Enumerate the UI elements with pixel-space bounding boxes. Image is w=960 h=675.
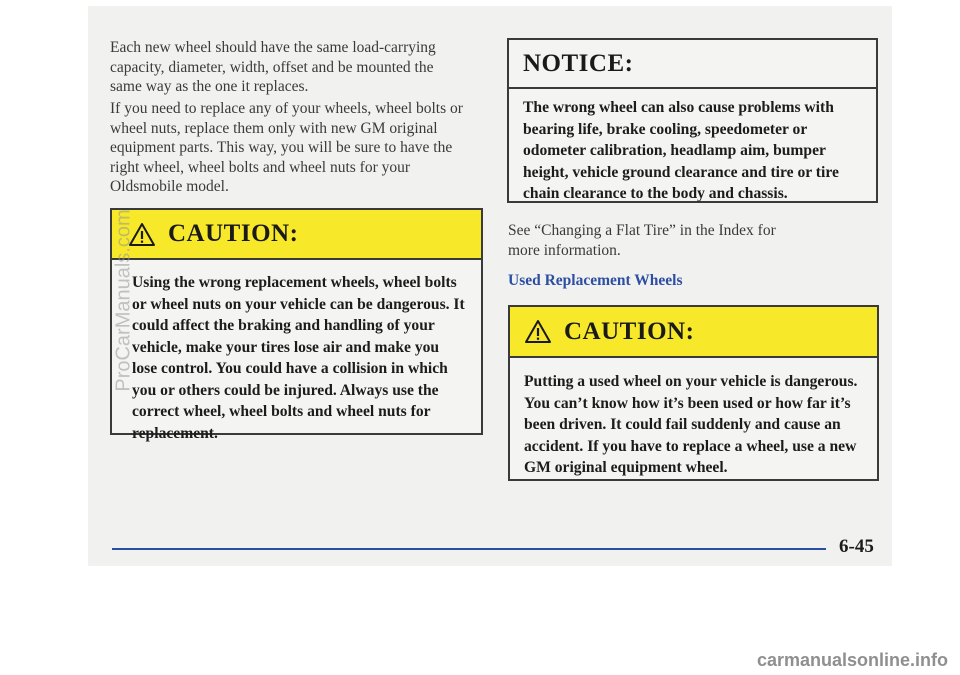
side-watermark: [104, 200, 144, 400]
replacement-paragraph: If you need to replace any of your wheels, wheel bolts or wheel nuts, replace them only with new GM original equipment parts. This way, you will be sure to have the right wheel, wheel bolts and wheel nuts for your Oldsmobile model.: [110, 100, 463, 195]
page-number: 6-45: [839, 536, 874, 557]
warning-triangle-icon: [524, 319, 552, 344]
caution-title: CAUTION:: [564, 317, 695, 345]
caution-header: [112, 210, 481, 260]
caution-box-used-wheels: [508, 305, 879, 481]
bottom-watermark: carmanualsonline.info: [756, 650, 948, 670]
see-also-paragraph: See “Changing a Flat Tire” in the Index for more information.: [508, 222, 776, 259]
caution-header: [510, 307, 877, 358]
notice-title: NOTICE:: [523, 49, 634, 77]
notice-header: [509, 40, 876, 89]
notice-text: The wrong wheel can also cause problems with bearing life, brake cooling, speedometer or odometer calibration, headlamp aim, bumper height, vehicle ground clearance and tire or tire chain clearance to the body and chassis.: [523, 99, 839, 202]
notice-box: [507, 38, 878, 203]
footer-rule: [112, 548, 826, 550]
caution-title: CAUTION:: [168, 220, 299, 247]
caution-text: Putting a used wheel on your vehicle is dangerous. You can’t know how it’s been used or how far it’s been driven. It could fail suddenly and cause an accident. If you have to replace a wheel, use a new GM original equipment wheel.: [524, 373, 858, 476]
side-watermark-text: ProCarManuals.com: [112, 208, 135, 392]
section-heading: Used Replacement Wheels: [508, 272, 683, 289]
intro-paragraph: Each new wheel should have the same load-carrying capacity, diameter, width, offset and be mounted the same way as the one it replaces.: [110, 39, 436, 95]
caution-box-wrong-wheels: [110, 208, 483, 442]
caution-text: Using the wrong replacement wheels, wheel bolts or wheel nuts on your vehicle can be dangerous. It could affect the braking and handling of your vehicle, make your tires lose air and make you lose control. You could have a collision in which you or others could be injured. Always use the correct wheel, wheel bolts and wheel nuts for replacement.: [132, 274, 465, 442]
